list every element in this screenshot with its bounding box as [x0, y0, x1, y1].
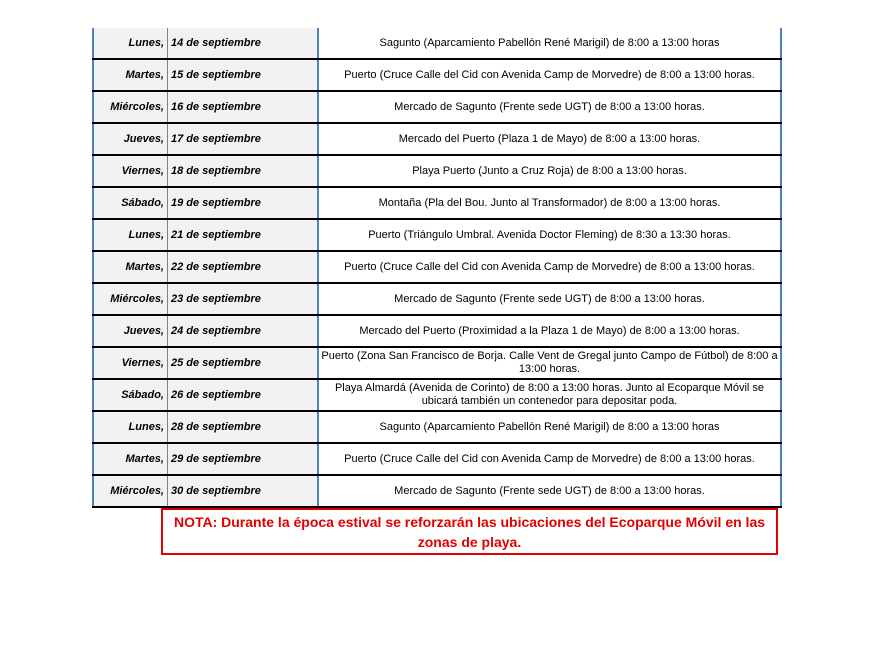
schedule-date: 18 de septiembre	[168, 155, 319, 187]
schedule-day: Miércoles,	[93, 91, 168, 123]
schedule-location: Sagunto (Aparcamiento Pabellón René Marigil) de 8:00 a 13:00 horas	[318, 28, 781, 59]
schedule-location: Puerto (Cruce Calle del Cid con Avenida Camp de Morvedre) de 8:00 a 13:00 horas.	[318, 443, 781, 475]
schedule-location: Puerto (Cruce Calle del Cid con Avenida Camp de Morvedre) de 8:00 a 13:00 horas.	[318, 59, 781, 91]
schedule-row	[93, 411, 781, 443]
schedule-day: Viernes,	[93, 347, 168, 379]
schedule-row	[93, 475, 781, 507]
schedule-date: 24 de septiembre	[168, 315, 319, 347]
schedule-day: Viernes,	[93, 155, 168, 187]
schedule-date: 30 de septiembre	[168, 475, 319, 507]
schedule-date: 17 de septiembre	[168, 123, 319, 155]
schedule-table	[92, 28, 782, 508]
schedule-day: Lunes,	[93, 411, 168, 443]
schedule-day: Jueves,	[93, 315, 168, 347]
schedule-location: Sagunto (Aparcamiento Pabellón René Marigil) de 8:00 a 13:00 horas	[318, 411, 781, 443]
schedule-day: Sábado,	[93, 187, 168, 219]
schedule-date: 25 de septiembre	[168, 347, 319, 379]
schedule-day: Martes,	[93, 59, 168, 91]
schedule-row	[93, 219, 781, 251]
schedule-row	[93, 315, 781, 347]
schedule-date: 29 de septiembre	[168, 443, 319, 475]
schedule-day: Lunes,	[93, 219, 168, 251]
schedule-date: 19 de septiembre	[168, 187, 319, 219]
schedule-date: 26 de septiembre	[168, 379, 319, 411]
schedule-date: 22 de septiembre	[168, 251, 319, 283]
schedule-date: 28 de septiembre	[168, 411, 319, 443]
schedule-day: Miércoles,	[93, 475, 168, 507]
note-box	[161, 508, 778, 555]
schedule-day: Sábado,	[93, 379, 168, 411]
schedule-location: Mercado del Puerto (Plaza 1 de Mayo) de 8:00 a 13:00 horas.	[318, 123, 781, 155]
schedule-row	[93, 251, 781, 283]
schedule-day: Miércoles,	[93, 283, 168, 315]
schedule-location: Mercado de Sagunto (Frente sede UGT) de 8:00 a 13:00 horas.	[318, 475, 781, 507]
schedule-location: Puerto (Zona San Francisco de Borja. Calle Vent de Gregal junto Campo de Fútbol) de 8:00 a 13:00 horas.	[318, 347, 781, 379]
schedule-location: Montaña (Pla del Bou. Junto al Transformador) de 8:00 a 13:00 horas.	[318, 187, 781, 219]
schedule-location: Playa Almardá (Avenida de Corinto) de 8:00 a 13:00 horas. Junto al Ecoparque Móvil se ubicará también un contenedor para depositar poda.	[318, 379, 781, 411]
schedule-body	[93, 28, 781, 507]
schedule-day: Martes,	[93, 443, 168, 475]
schedule-row	[93, 187, 781, 219]
schedule-row	[93, 379, 781, 411]
schedule-row	[93, 91, 781, 123]
schedule-location: Mercado de Sagunto (Frente sede UGT) de 8:00 a 13:00 horas.	[318, 283, 781, 315]
schedule-row	[93, 347, 781, 379]
note-text: NOTA: Durante la época estival se reforzarán las ubicaciones del Ecoparque Móvil en las zonas de playa.	[173, 513, 766, 550]
schedule-date: 15 de septiembre	[168, 59, 319, 91]
schedule-location: Puerto (Cruce Calle del Cid con Avenida Camp de Morvedre) de 8:00 a 13:00 horas.	[318, 251, 781, 283]
schedule-row	[93, 123, 781, 155]
schedule-location: Mercado de Sagunto (Frente sede UGT) de 8:00 a 13:00 horas.	[318, 91, 781, 123]
schedule-location: Puerto (Triángulo Umbral. Avenida Doctor Fleming) de 8:30 a 13:30 horas.	[318, 219, 781, 251]
schedule-row	[93, 283, 781, 315]
schedule-day: Lunes,	[93, 28, 168, 59]
schedule-date: 14 de septiembre	[168, 28, 319, 59]
schedule-row	[93, 443, 781, 475]
schedule-row	[93, 59, 781, 91]
schedule-location: Mercado del Puerto (Proximidad a la Plaza 1 de Mayo) de 8:00 a 13:00 horas.	[318, 315, 781, 347]
schedule-date: 23 de septiembre	[168, 283, 319, 315]
schedule-day: Jueves,	[93, 123, 168, 155]
schedule-location: Playa Puerto (Junto a Cruz Roja) de 8:00 a 13:00 horas.	[318, 155, 781, 187]
schedule-date: 16 de septiembre	[168, 91, 319, 123]
schedule-row	[93, 28, 781, 59]
schedule-day: Martes,	[93, 251, 168, 283]
schedule-date: 21 de septiembre	[168, 219, 319, 251]
schedule-row	[93, 155, 781, 187]
